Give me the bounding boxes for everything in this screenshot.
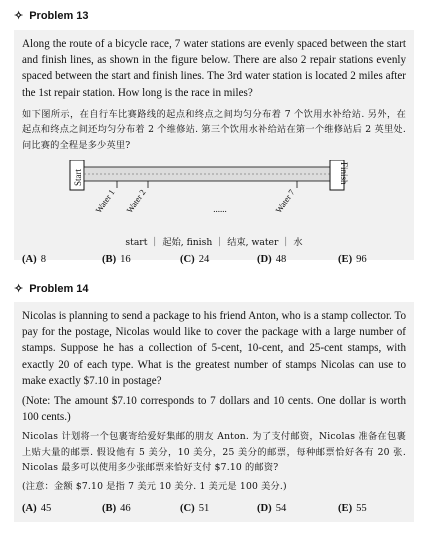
- problem-13-title: ✧ Problem 13: [14, 10, 89, 22]
- problem-13-text-en: Along the route of a bicycle race, 7 water stations are evenly spaced between the start and finish lines, as shown in the figure below. There are also 2 repair stations evenly spaced between the start and finish lines. The 3rd water station is located 2 miles after the 1st repair station. How long is the race in miles?: [22, 38, 406, 99]
- ellipsis-dots: ......: [213, 204, 227, 214]
- problem-14-title: ✧ Problem 14: [14, 283, 89, 295]
- problem-13-text-zh: 如下图所示，在自行车比赛路线的起点和终点之间均匀分布着 7 个饮用水补给站. 另外，在起点和终点之间还均匀分布着 2 个维修站. 第三个饮用水补给站在第一个维修站后 2 英里处. 问比赛的全程是多少英里?: [22, 108, 406, 151]
- diamond-icon: ✧: [14, 283, 24, 295]
- race-route-figure: [0, 160, 424, 238]
- diamond-icon: ✧: [14, 10, 24, 22]
- choice-b[interactable]: (B) 16: [102, 254, 131, 265]
- problem-14-note-en: (Note: The amount $7.10 corresponds to 7 dollars and 10 cents. One dollar is worth 100 cents.): [22, 395, 406, 424]
- water-7-label: Water 7: [273, 187, 297, 215]
- problem-14-text-zh: Nicolas 计划将一个包裹寄给爱好集邮的朋友 Anton. 为了支付邮资，Nicolas 准备在包裹上贴大量的邮票. 假设他有 5 美分，10 美分，25 美分的邮票，每种邮票恰好各有 20 张. Nicolas 最多可以使用多少张邮票来恰好支付 $7.10 的邮资?: [22, 431, 406, 474]
- choice-c[interactable]: (C) 24: [180, 254, 210, 265]
- problem-14-note-zh: (注意：金额 $7.10 是指 7 美元 10 美分. 1 美元是 100 美分.): [22, 480, 287, 492]
- choice-e[interactable]: (E) 55: [338, 503, 367, 514]
- water-2-label: Water 2: [124, 187, 148, 215]
- figure-legend: start ｜ 起始, finish ｜ 结束, water ｜ 水: [125, 237, 303, 248]
- water-1-label: Water 1: [93, 187, 117, 215]
- start-label: Start: [73, 169, 83, 186]
- choice-a[interactable]: (A) 8: [22, 254, 47, 265]
- choice-d[interactable]: (D) 48: [257, 254, 287, 265]
- problem-14-choices: [14, 503, 414, 517]
- problem-14-box: [14, 302, 414, 522]
- problem-14-text-en: Nicolas is planning to send a package to his friend Anton, who is a stamp collector. To pay for the postage, Nicolas would like to cover the package with a large number of stamps. Suppose he has a collection of 5-cent, 10-cent, and 25-cent stamps, with exactly 20 of each type. What is the greatest number of stamps Nicolas can use to make exactly $7.10 in postage?: [22, 310, 406, 387]
- finish-label: Finish: [339, 162, 349, 185]
- problem-13-choices: [14, 254, 414, 268]
- choice-c[interactable]: (C) 51: [180, 503, 210, 514]
- choice-d[interactable]: (D) 54: [257, 503, 287, 514]
- choice-a[interactable]: (A) 45: [22, 503, 52, 514]
- choice-b[interactable]: (B) 46: [102, 503, 131, 514]
- choice-e[interactable]: (E) 96: [338, 254, 367, 265]
